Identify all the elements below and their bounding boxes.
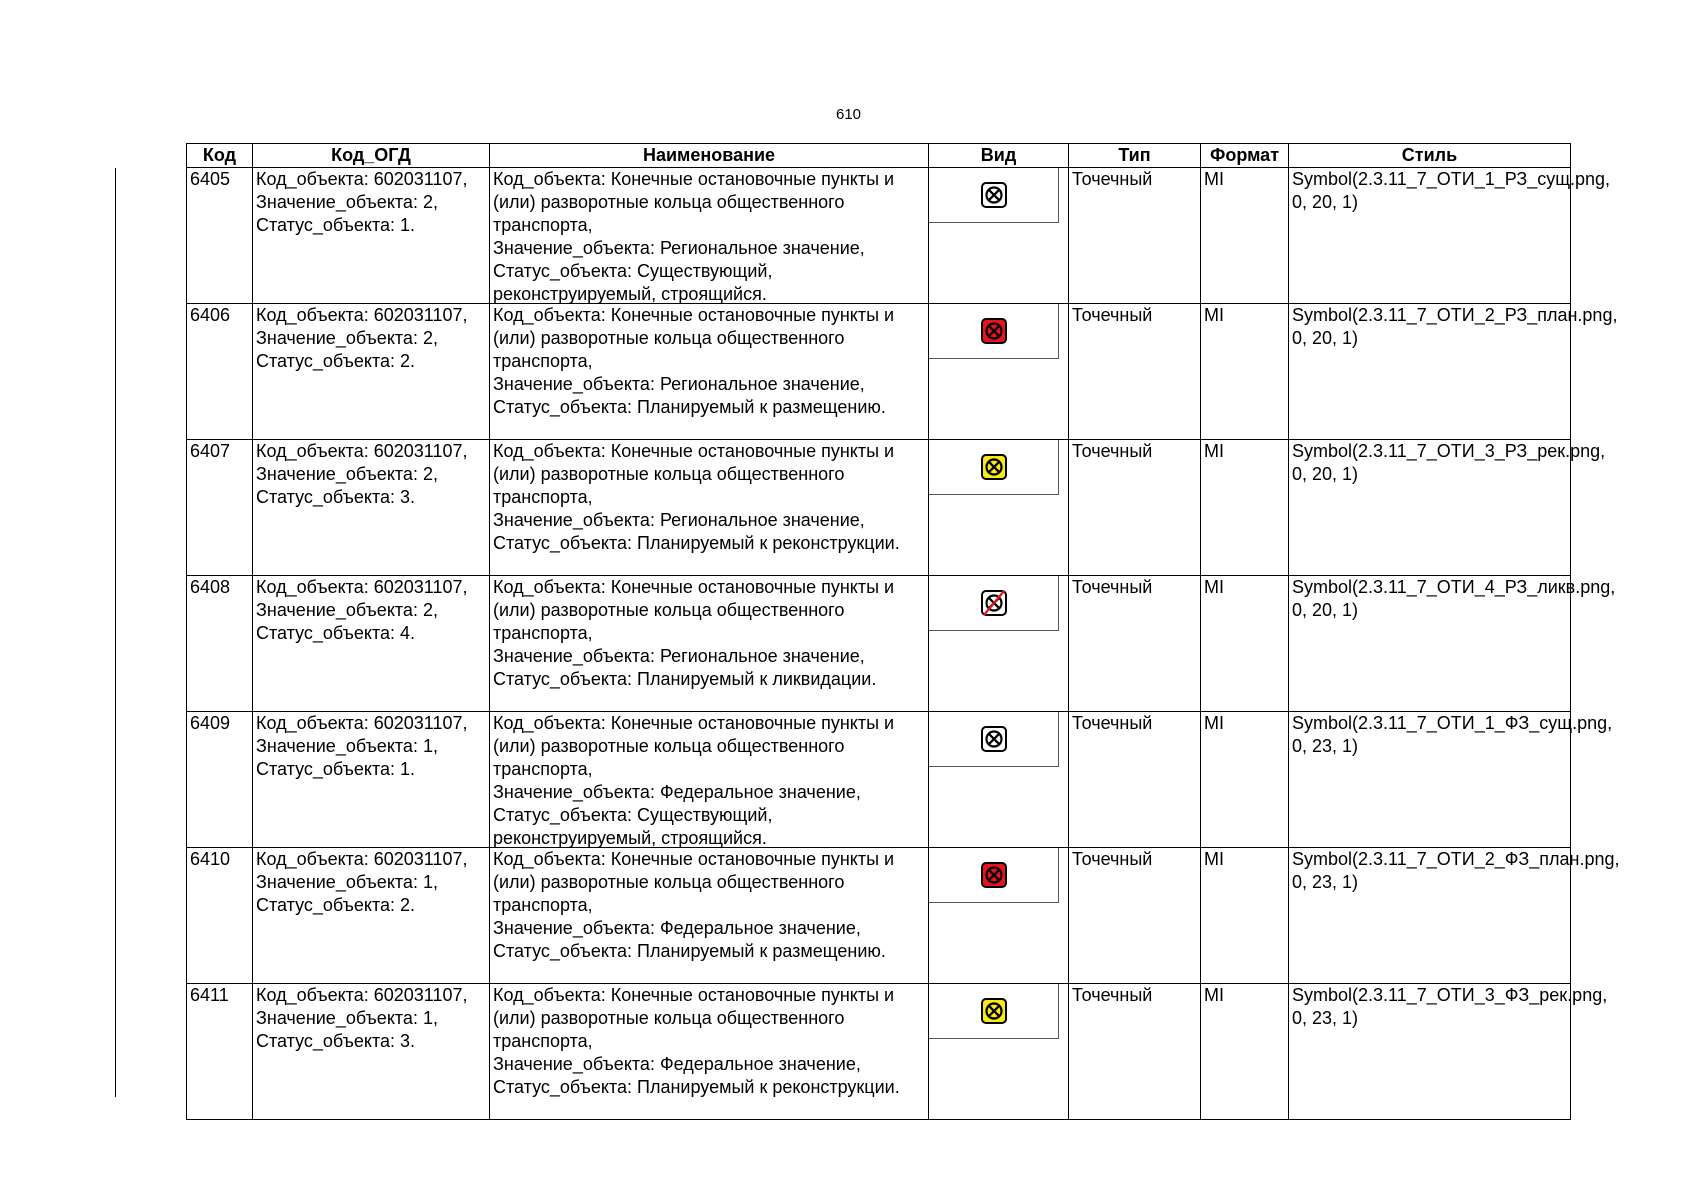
- terminal-stop-planned-icon: [979, 860, 1009, 890]
- cell-format-text: MI: [1204, 849, 1224, 869]
- terminal-stop-planned-icon: [979, 316, 1009, 346]
- cell-kod-text: 6408: [190, 577, 231, 597]
- table-row: [187, 576, 1571, 712]
- table-row: [187, 168, 1571, 304]
- cell-kod: [187, 712, 253, 848]
- cell-type: [1069, 848, 1201, 984]
- cell-style-text: Symbol(2.3.11_7_ОТИ_2_РЗ_план.png, 0, 20, 1): [1292, 305, 1618, 348]
- cell-style-text: Symbol(2.3.11_7_ОТИ_3_РЗ_рек.png, 0, 20, 1): [1292, 441, 1606, 484]
- cell-kod: [187, 440, 253, 576]
- cell-name: [490, 304, 929, 440]
- cell-vid: [929, 712, 1069, 848]
- cell-type: [1069, 168, 1201, 304]
- cell-type: [1069, 440, 1201, 576]
- cell-format: [1201, 576, 1289, 712]
- cell-style-text: Symbol(2.3.11_7_ОТИ_1_ФЗ_сущ.png, 0, 23, 1): [1292, 713, 1613, 756]
- cell-name: [490, 168, 929, 304]
- cell-name-text: Код_объекта: Конечные остановочные пункты и (или) разворотные кольца общественного транспорта, Значение_объекта: Региональное значение, Статус_объекта: Существующий, реконструируемый, строящийся.: [493, 169, 895, 304]
- cell-kod-ogd-text: Код_объекта: 602031107, Значение_объекта: 1, Статус_объекта: 2.: [256, 849, 468, 915]
- cell-name-text: Код_объекта: Конечные остановочные пункты и (или) разворотные кольца общественного транспорта, Значение_объекта: Региональное значение, Статус_объекта: Планируемый к ликвидации.: [493, 577, 895, 689]
- cell-format-text: MI: [1204, 305, 1224, 325]
- cell-format-text: MI: [1204, 713, 1224, 733]
- header-name: Наименование: [490, 144, 929, 168]
- cell-name-text: Код_объекта: Конечные остановочные пункты и (или) разворотные кольца общественного транспорта, Значение_объекта: Федеральное значение, Статус_объекта: Существующий, реконструируемый, строящийся.: [493, 713, 895, 848]
- cell-format-text: MI: [1204, 577, 1224, 597]
- cell-vid: [929, 440, 1069, 576]
- cell-type-text: Точечный: [1072, 577, 1153, 597]
- cell-kod-ogd-text: Код_объекта: 602031107, Значение_объекта: 2, Статус_объекта: 1.: [256, 169, 468, 235]
- cell-type-text: Точечный: [1072, 849, 1153, 869]
- terminal-stop-reconstruction-icon: [979, 452, 1009, 482]
- header-kod-ogd: Код_ОГД: [253, 144, 490, 168]
- cell-kod-text: 6411: [190, 985, 229, 1005]
- cell-type: [1069, 712, 1201, 848]
- cell-vid: [929, 168, 1069, 304]
- cell-kod-ogd: [253, 712, 490, 848]
- header-kod: Код: [187, 144, 253, 168]
- cell-kod: [187, 848, 253, 984]
- cell-kod-text: 6405: [190, 169, 231, 189]
- cell-style: [1289, 576, 1616, 712]
- terminal-stop-existing-icon: [979, 724, 1009, 754]
- header-vid: Вид: [929, 144, 1069, 168]
- cell-format-text: MI: [1204, 985, 1224, 1005]
- cell-type-text: Точечный: [1072, 713, 1153, 733]
- cell-type: [1069, 576, 1201, 712]
- cell-vid: [929, 576, 1069, 712]
- cell-format-text: MI: [1204, 441, 1224, 461]
- terminal-stop-reconstruction-icon: [979, 996, 1009, 1026]
- cell-style: [1289, 712, 1613, 848]
- cell-type-text: Точечный: [1072, 985, 1153, 1005]
- cell-format: [1201, 984, 1289, 1120]
- cell-kod-ogd: [253, 576, 490, 712]
- cell-kod-ogd-text: Код_объекта: 602031107, Значение_объекта: 2, Статус_объекта: 2.: [256, 305, 468, 371]
- cell-vid: [929, 984, 1069, 1120]
- cell-kod: [187, 576, 253, 712]
- cell-name-text: Код_объекта: Конечные остановочные пункты и (или) разворотные кольца общественного транспорта, Значение_объекта: Федеральное значение, Статус_объекта: Планируемый к реконструкции.: [493, 985, 900, 1097]
- symbol-frame: [929, 168, 1059, 223]
- cell-style-text: Symbol(2.3.11_7_ОТИ_1_РЗ_сущ.png, 0, 20, 1): [1292, 169, 1611, 212]
- symbol-frame: [929, 848, 1059, 903]
- symbol-frame: [929, 576, 1059, 631]
- cell-name: [490, 848, 929, 984]
- legend-table: [186, 143, 1620, 1120]
- cell-name: [490, 440, 929, 576]
- page-number: 610: [835, 106, 862, 123]
- cell-name-text: Код_объекта: Конечные остановочные пункты и (или) разворотные кольца общественного транспорта, Значение_объекта: Региональное значение, Статус_объекта: Планируемый к размещению.: [493, 305, 895, 417]
- cell-format-text: MI: [1204, 169, 1224, 189]
- cell-kod-ogd-text: Код_объекта: 602031107, Значение_объекта: 1, Статус_объекта: 3.: [256, 985, 468, 1051]
- cell-name-text: Код_объекта: Конечные остановочные пункты и (или) разворотные кольца общественного транспорта, Значение_объекта: Федеральное значение, Статус_объекта: Планируемый к размещению.: [493, 849, 895, 961]
- cell-kod-ogd-text: Код_объекта: 602031107, Значение_объекта: 1, Статус_объекта: 1.: [256, 713, 468, 779]
- terminal-stop-liquidation-icon: [979, 588, 1009, 618]
- table-row: [187, 712, 1571, 848]
- cell-name: [490, 576, 929, 712]
- header-style: Стиль: [1289, 144, 1571, 168]
- cell-kod-text: 6407: [190, 441, 231, 461]
- cell-kod-ogd-text: Код_объекта: 602031107, Значение_объекта: 2, Статус_объекта: 4.: [256, 577, 468, 643]
- cell-style: [1289, 168, 1611, 304]
- margin-line: [115, 168, 116, 1097]
- cell-kod-ogd: [253, 304, 490, 440]
- cell-format: [1201, 848, 1289, 984]
- header-type: Тип: [1069, 144, 1201, 168]
- cell-style: [1289, 848, 1620, 984]
- cell-style: [1289, 440, 1606, 576]
- cell-type-text: Точечный: [1072, 169, 1153, 189]
- cell-kod: [187, 168, 253, 304]
- table-row: [187, 304, 1571, 440]
- cell-type-text: Точечный: [1072, 305, 1153, 325]
- symbol-frame: [929, 440, 1059, 495]
- table-row: [187, 984, 1571, 1120]
- cell-type-text: Точечный: [1072, 441, 1153, 461]
- cell-style: [1289, 984, 1608, 1120]
- cell-kod-ogd: [253, 440, 490, 576]
- cell-kod-text: 6406: [190, 305, 231, 325]
- cell-kod-text: 6409: [190, 713, 231, 733]
- symbol-frame: [929, 304, 1059, 359]
- cell-name: [490, 712, 929, 848]
- cell-vid: [929, 304, 1069, 440]
- cell-kod: [187, 304, 253, 440]
- cell-style-text: Symbol(2.3.11_7_ОТИ_2_ФЗ_план.png, 0, 23, 1): [1292, 849, 1620, 892]
- cell-kod-ogd: [253, 984, 490, 1120]
- cell-kod-ogd: [253, 168, 490, 304]
- table-row: [187, 440, 1571, 576]
- cell-format: [1201, 440, 1289, 576]
- cell-style: [1289, 304, 1618, 440]
- cell-kod-ogd-text: Код_объекта: 602031107, Значение_объекта: 2, Статус_объекта: 3.: [256, 441, 468, 507]
- cell-kod: [187, 984, 253, 1120]
- terminal-stop-existing-icon: [979, 180, 1009, 210]
- symbol-frame: [929, 712, 1059, 767]
- cell-style-text: Symbol(2.3.11_7_ОТИ_3_ФЗ_рек.png, 0, 23, 1): [1292, 985, 1608, 1028]
- symbol-frame: [929, 984, 1059, 1039]
- cell-format: [1201, 168, 1289, 304]
- cell-kod-text: 6410: [190, 849, 231, 869]
- cell-type: [1069, 304, 1201, 440]
- cell-type: [1069, 984, 1201, 1120]
- cell-kod-ogd: [253, 848, 490, 984]
- cell-name: [490, 984, 929, 1120]
- table-row: [187, 848, 1571, 984]
- cell-style-text: Symbol(2.3.11_7_ОТИ_4_РЗ_ликв.png, 0, 20, 1): [1292, 577, 1616, 620]
- cell-name-text: Код_объекта: Конечные остановочные пункты и (или) разворотные кольца общественного транспорта, Значение_объекта: Региональное значение, Статус_объекта: Планируемый к реконструкции.: [493, 441, 900, 553]
- cell-format: [1201, 712, 1289, 848]
- header-format: Формат: [1201, 144, 1289, 168]
- cell-vid: [929, 848, 1069, 984]
- cell-format: [1201, 304, 1289, 440]
- table-header-row: [187, 144, 1571, 168]
